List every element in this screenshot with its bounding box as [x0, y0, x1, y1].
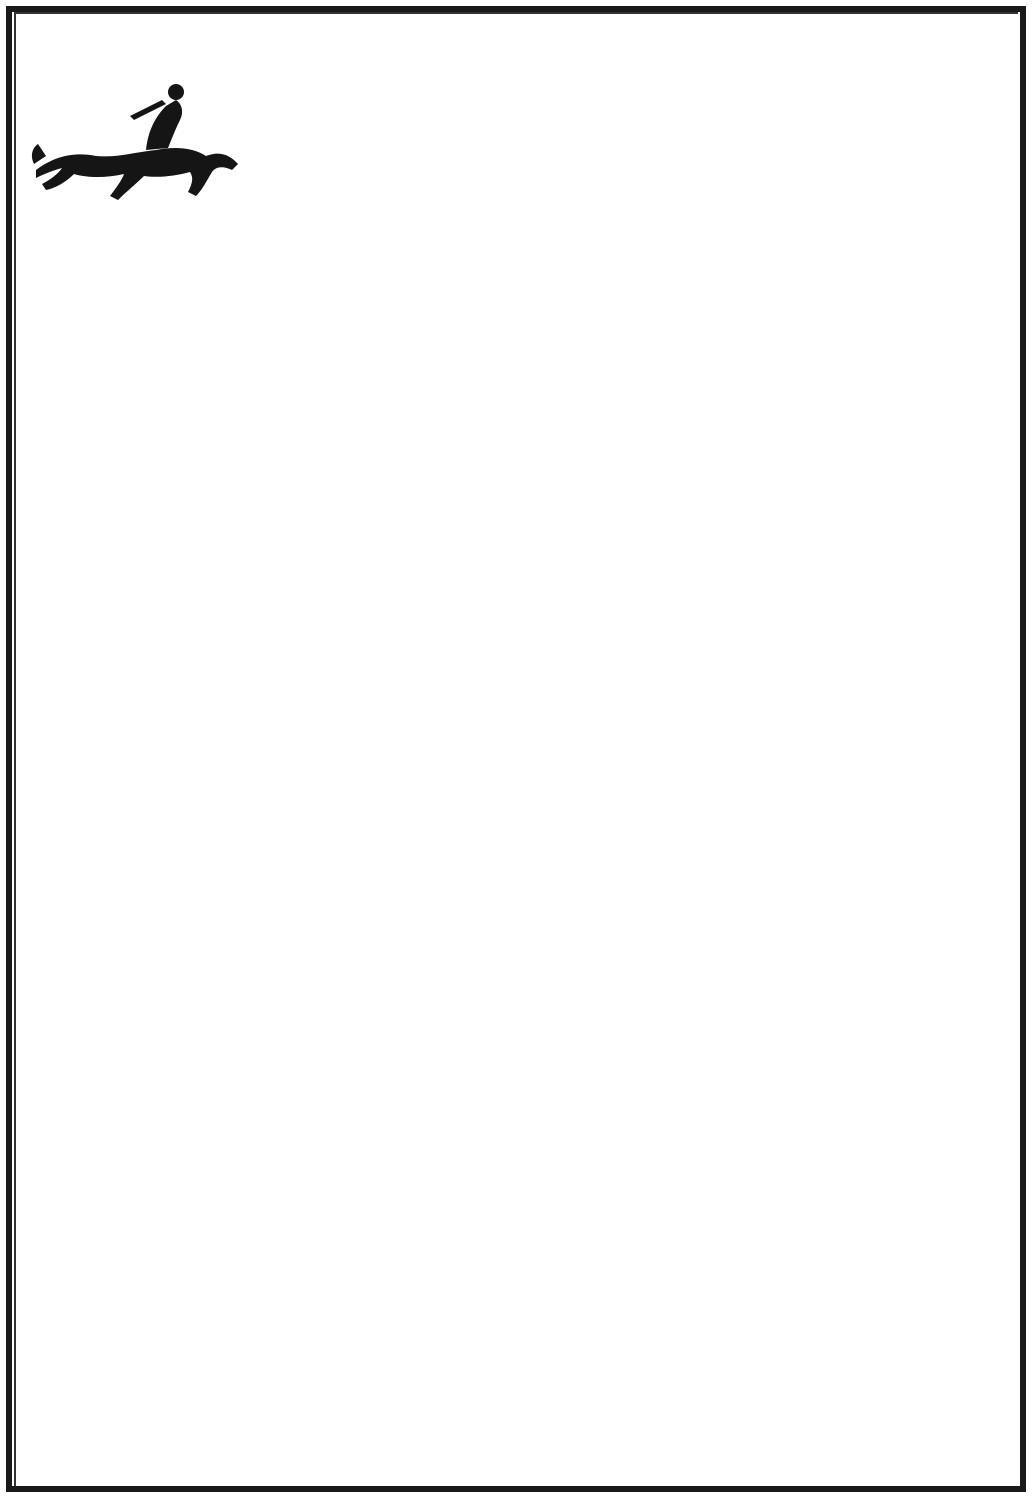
horse-rider-logo — [26, 60, 256, 210]
page-inner-border — [14, 12, 1018, 1486]
